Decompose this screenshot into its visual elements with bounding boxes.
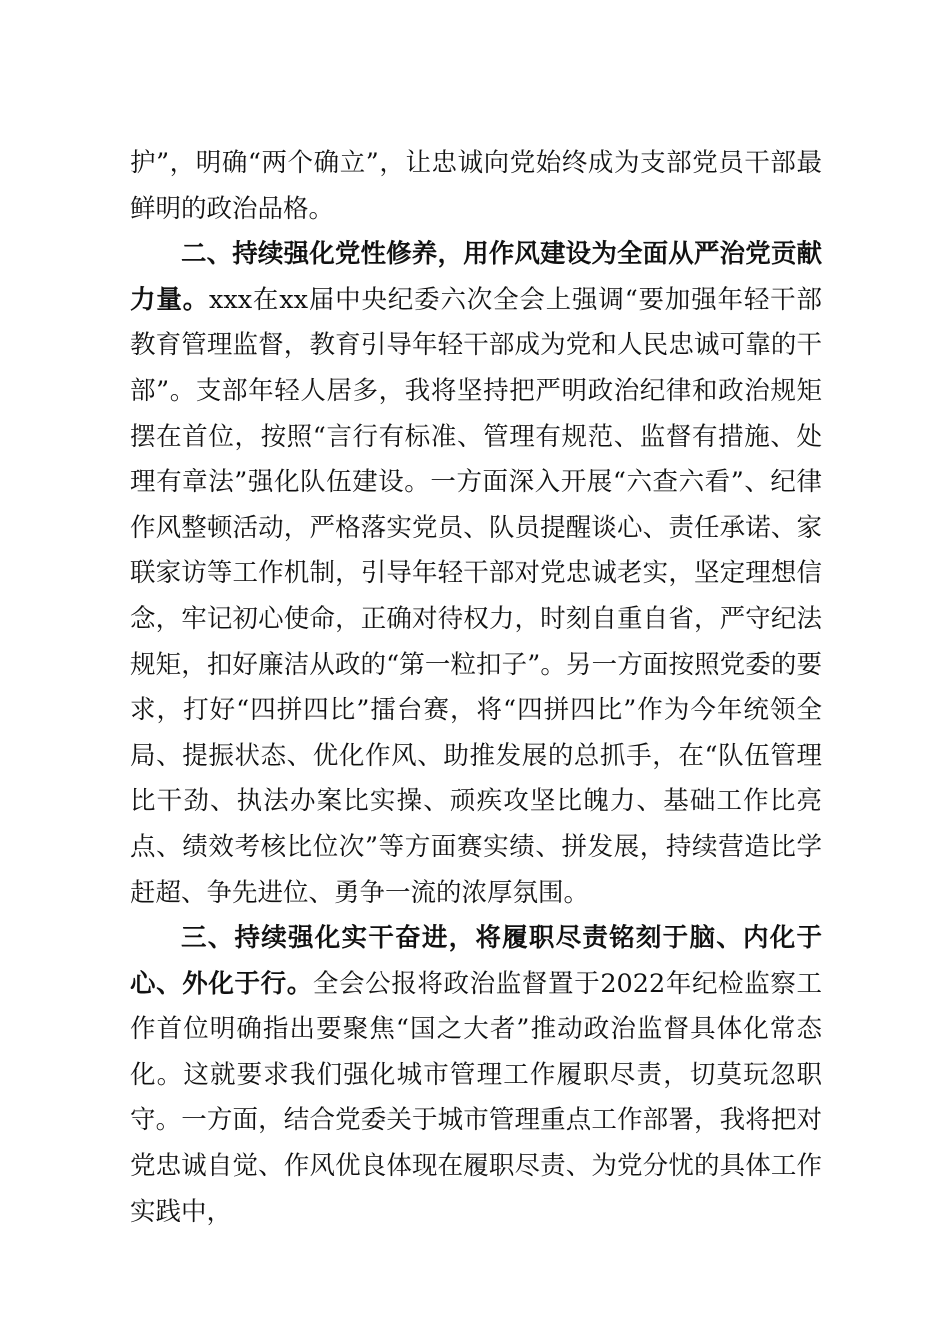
document-body (130, 141, 822, 1235)
paragraph-text: 全会公报将政治监督置于2022年纪检监察工作首位明确指出要聚焦“国之大者”推动政治监督具体化常态化。这就要求我们强化城市管理工作履职尽责，切莫玩忽职守。一方面，结合党委关于城市管理重点工作部署，我将把对党忠诚自觉、作风优良体现在履职尽责、为党分忧的具体工作实践中， (130, 968, 822, 1227)
paragraph-continuation (130, 141, 822, 232)
section-heading: 二、持续强化党性修养，用作风建设为全面从严治党贡献力量。 (130, 239, 822, 315)
section-heading: 三、持续强化实干奋进，将履职尽责铭刻于脑、内化于心、外化于行。 (130, 923, 822, 999)
paragraph-text: xxx在xx届中央纪委六次全会上强调“要加强年轻干部教育管理监督，教育引导年轻干部成为党和人民忠诚可靠的干部”。支部年轻人居多，我将坚持把严明政治纪律和政治规矩摆在首位，按照“言行有标准、管理有规范、监督有措施、处理有章法”强化队伍建设。一方面深入开展“六查六看”、纪律作风整顿活动，严格落实党员、队员提醒谈心、责任承诺、家联家访等工作机制，引导年轻干部对党忠诚老实，坚定理想信念，牢记初心使命，正确对待权力，时刻自重自省，严守纪法规矩，扣好廉洁从政的“第一粒扣子”。另一方面按照党委的要求，打好“四拼四比”擂台赛，将“四拼四比”作为今年统领全局、提振状态、优化作风、助推发展的总抓手，在“队伍管理比干劲、执法办案比实操、顽疾攻坚比魄力、基础工作比亮点、绩效考核比位次”等方面赛实绩、拼发展，持续营造比学赶超、争先进位、勇争一流的浓厚氛围。 (130, 284, 822, 908)
paragraph-section-two (130, 232, 822, 916)
paragraph-text: 护”，明确“两个确立”，让忠诚向党始终成为支部党员干部最鲜明的政治品格。 (130, 148, 822, 224)
paragraph-section-three (130, 916, 822, 1235)
